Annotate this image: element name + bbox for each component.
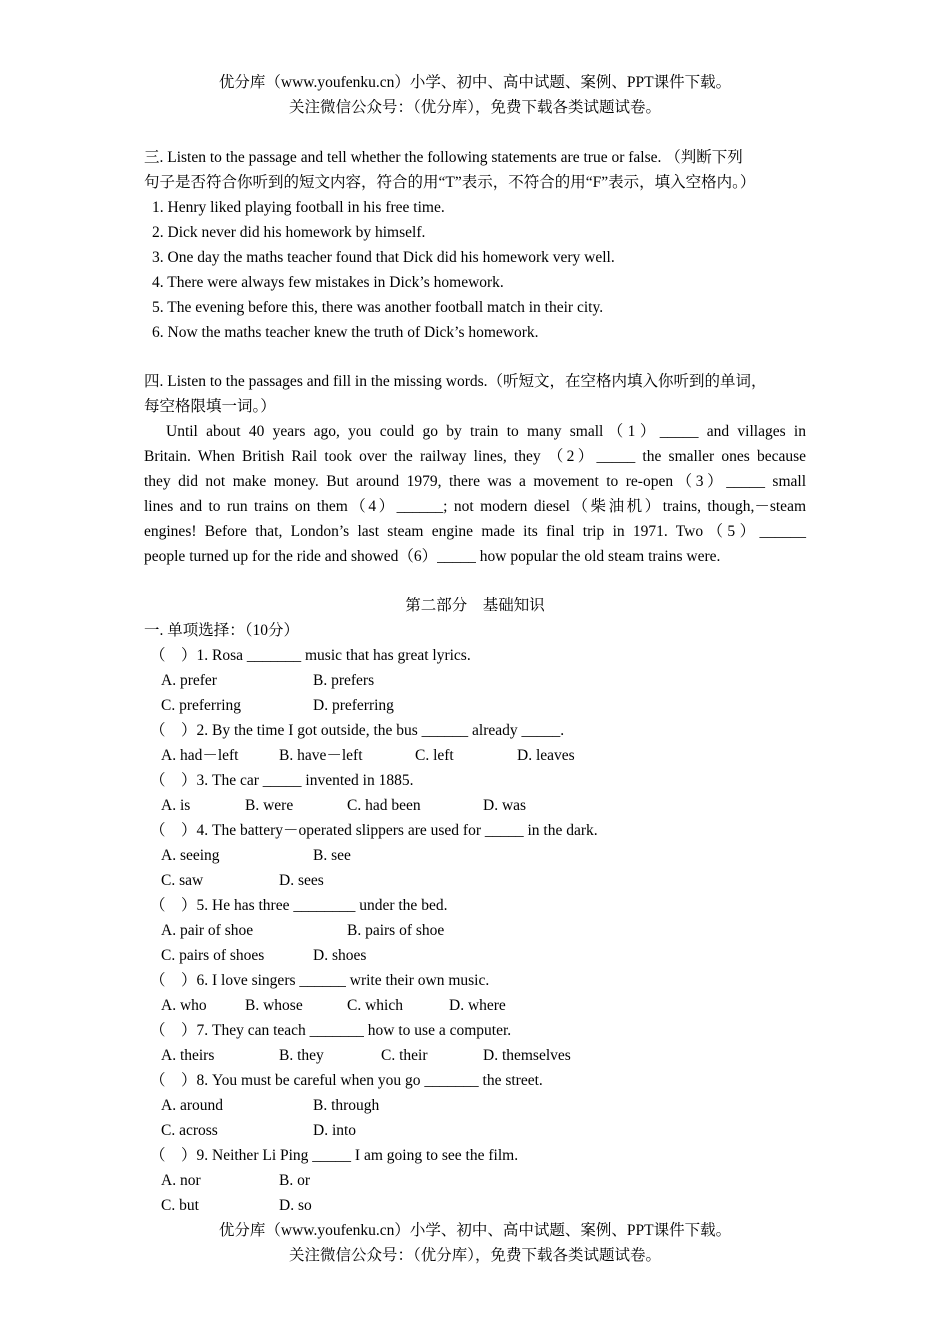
- part2-subtitle: 一. 单项选择：（10分）: [144, 622, 300, 639]
- q2-option-b: B. have－left: [279, 747, 363, 764]
- question-7: （ ）7. They can teach _______ how to use a computer.: [150, 1022, 512, 1039]
- passage-line-1: Until about 40 years ago, you could go by train to many small（1）_____ and villages in: [166, 423, 806, 440]
- header-line-2: 关注微信公众号：（优分库），免费下载各类试题试卷。: [288, 99, 661, 116]
- question-4: （ ）4. The battery－operated slippers are used for _____ in the dark.: [150, 822, 598, 839]
- q3-option-c: C. had been: [347, 797, 421, 814]
- q4-option-a: A. seeing: [161, 847, 220, 864]
- passage-line-2: Britain. When British Rail took over the railway lines, they （2）_____ the smaller ones because: [144, 448, 806, 465]
- q7-option-c: C. their: [381, 1047, 428, 1064]
- q7-option-d: D. themselves: [483, 1047, 571, 1064]
- statement-6: 6. Now the maths teacher knew the truth of Dick’s homework.: [152, 324, 539, 341]
- q5-option-c: C. pairs of shoes: [161, 947, 265, 964]
- q9-option-b: B. or: [279, 1172, 310, 1189]
- passage-line-6: people turned up for the ride and showed（6）_____ how popular the old steam trains were.: [144, 548, 721, 565]
- q8-option-d: D. into: [313, 1122, 357, 1139]
- statement-3: 3. One day the maths teacher found that Dick did his homework very well.: [152, 249, 615, 266]
- question-8: （ ）8. You must be careful when you go _______ the street.: [150, 1072, 543, 1089]
- q3-option-d: D. was: [483, 797, 527, 814]
- footer-line-2: 关注微信公众号：（优分库），免费下载各类试题试卷。: [288, 1247, 661, 1264]
- header-line-1: 优分库（www.youfenku.cn）小学、初中、高中试题、案例、PPT课件下载。: [218, 74, 732, 91]
- passage-line-3: they did not make money. But around 1979, there was a movement to re-open（3）_____ small: [144, 473, 806, 490]
- q6-option-a: A. who: [161, 997, 207, 1014]
- q3-option-b: B. were: [245, 797, 294, 814]
- statement-2: 2. Dick never did his homework by himself.: [152, 224, 426, 241]
- q7-option-b: B. they: [279, 1047, 324, 1064]
- q9-option-a: A. nor: [161, 1172, 201, 1189]
- passage-line-4: lines and to run trains on them（4）______; not modern diesel（柴油机）trains, though,－steam: [144, 498, 806, 515]
- footer-line-1: 优分库（www.youfenku.cn）小学、初中、高中试题、案例、PPT课件下载。: [218, 1222, 732, 1239]
- section3-title-cont: 句子是否符合你听到的短文内容，符合的用“T”表示，不符合的用“F”表示，填入空格内。）: [144, 174, 756, 191]
- question-5: （ ）5. He has three ________ under the bed.: [150, 897, 448, 914]
- q6-option-d: D. where: [449, 997, 506, 1014]
- section4-title-cont: 每空格限填一词。）: [144, 398, 276, 415]
- q1-option-a: A. prefer: [161, 672, 217, 689]
- q7-option-a: A. theirs: [161, 1047, 215, 1064]
- question-3: （ ）3. The car _____ invented in 1885.: [150, 772, 414, 789]
- section3-title: 三. Listen to the passage and tell whether the following statements are true or false. （判断下列: [144, 149, 743, 166]
- q8-option-a: A. around: [161, 1097, 223, 1114]
- q3-option-a: A. is: [161, 797, 191, 814]
- q2-option-a: A. had－left: [161, 747, 239, 764]
- q6-option-c: C. which: [347, 997, 403, 1014]
- question-6: （ ）6. I love singers ______ write their own music.: [150, 972, 490, 989]
- question-1: （ ）1. Rosa _______ music that has great lyrics.: [150, 647, 471, 664]
- question-9: （ ）9. Neither Li Ping _____ I am going to see the film.: [150, 1147, 519, 1164]
- q6-option-b: B. whose: [245, 997, 303, 1014]
- q4-option-d: D. sees: [279, 872, 324, 889]
- q2-option-c: C. left: [415, 747, 454, 764]
- statement-5: 5. The evening before this, there was another football match in their city.: [152, 299, 604, 316]
- statement-1: 1. Henry liked playing football in his free time.: [152, 199, 445, 216]
- section4-title: 四. Listen to the passages and fill in the missing words.（听短文，在空格内填入你听到的单词，: [144, 373, 767, 390]
- q5-option-d: D. shoes: [313, 947, 367, 964]
- q8-option-b: B. through: [313, 1097, 380, 1114]
- statement-4: 4. There were always few mistakes in Dick’s homework.: [152, 274, 504, 291]
- q4-option-c: C. saw: [161, 872, 204, 889]
- q2-option-d: D. leaves: [517, 747, 575, 764]
- q5-option-b: B. pairs of shoe: [347, 922, 445, 939]
- q8-option-c: C. across: [161, 1122, 218, 1139]
- part2-title: 第二部分 基础知识: [405, 597, 545, 614]
- q9-option-c: C. but: [161, 1197, 199, 1214]
- q4-option-b: B. see: [313, 847, 351, 864]
- q5-option-a: A. pair of shoe: [161, 922, 254, 939]
- q1-option-d: D. preferring: [313, 697, 394, 714]
- question-2: （ ）2. By the time I got outside, the bus ______ already _____.: [150, 722, 565, 739]
- q1-option-c: C. preferring: [161, 697, 242, 714]
- q1-option-b: B. prefers: [313, 672, 375, 689]
- passage-line-5: engines! Before that, London’s last steam engine made its final trip in 1971. Two（5）______: [144, 523, 806, 540]
- q9-option-d: D. so: [279, 1197, 312, 1214]
